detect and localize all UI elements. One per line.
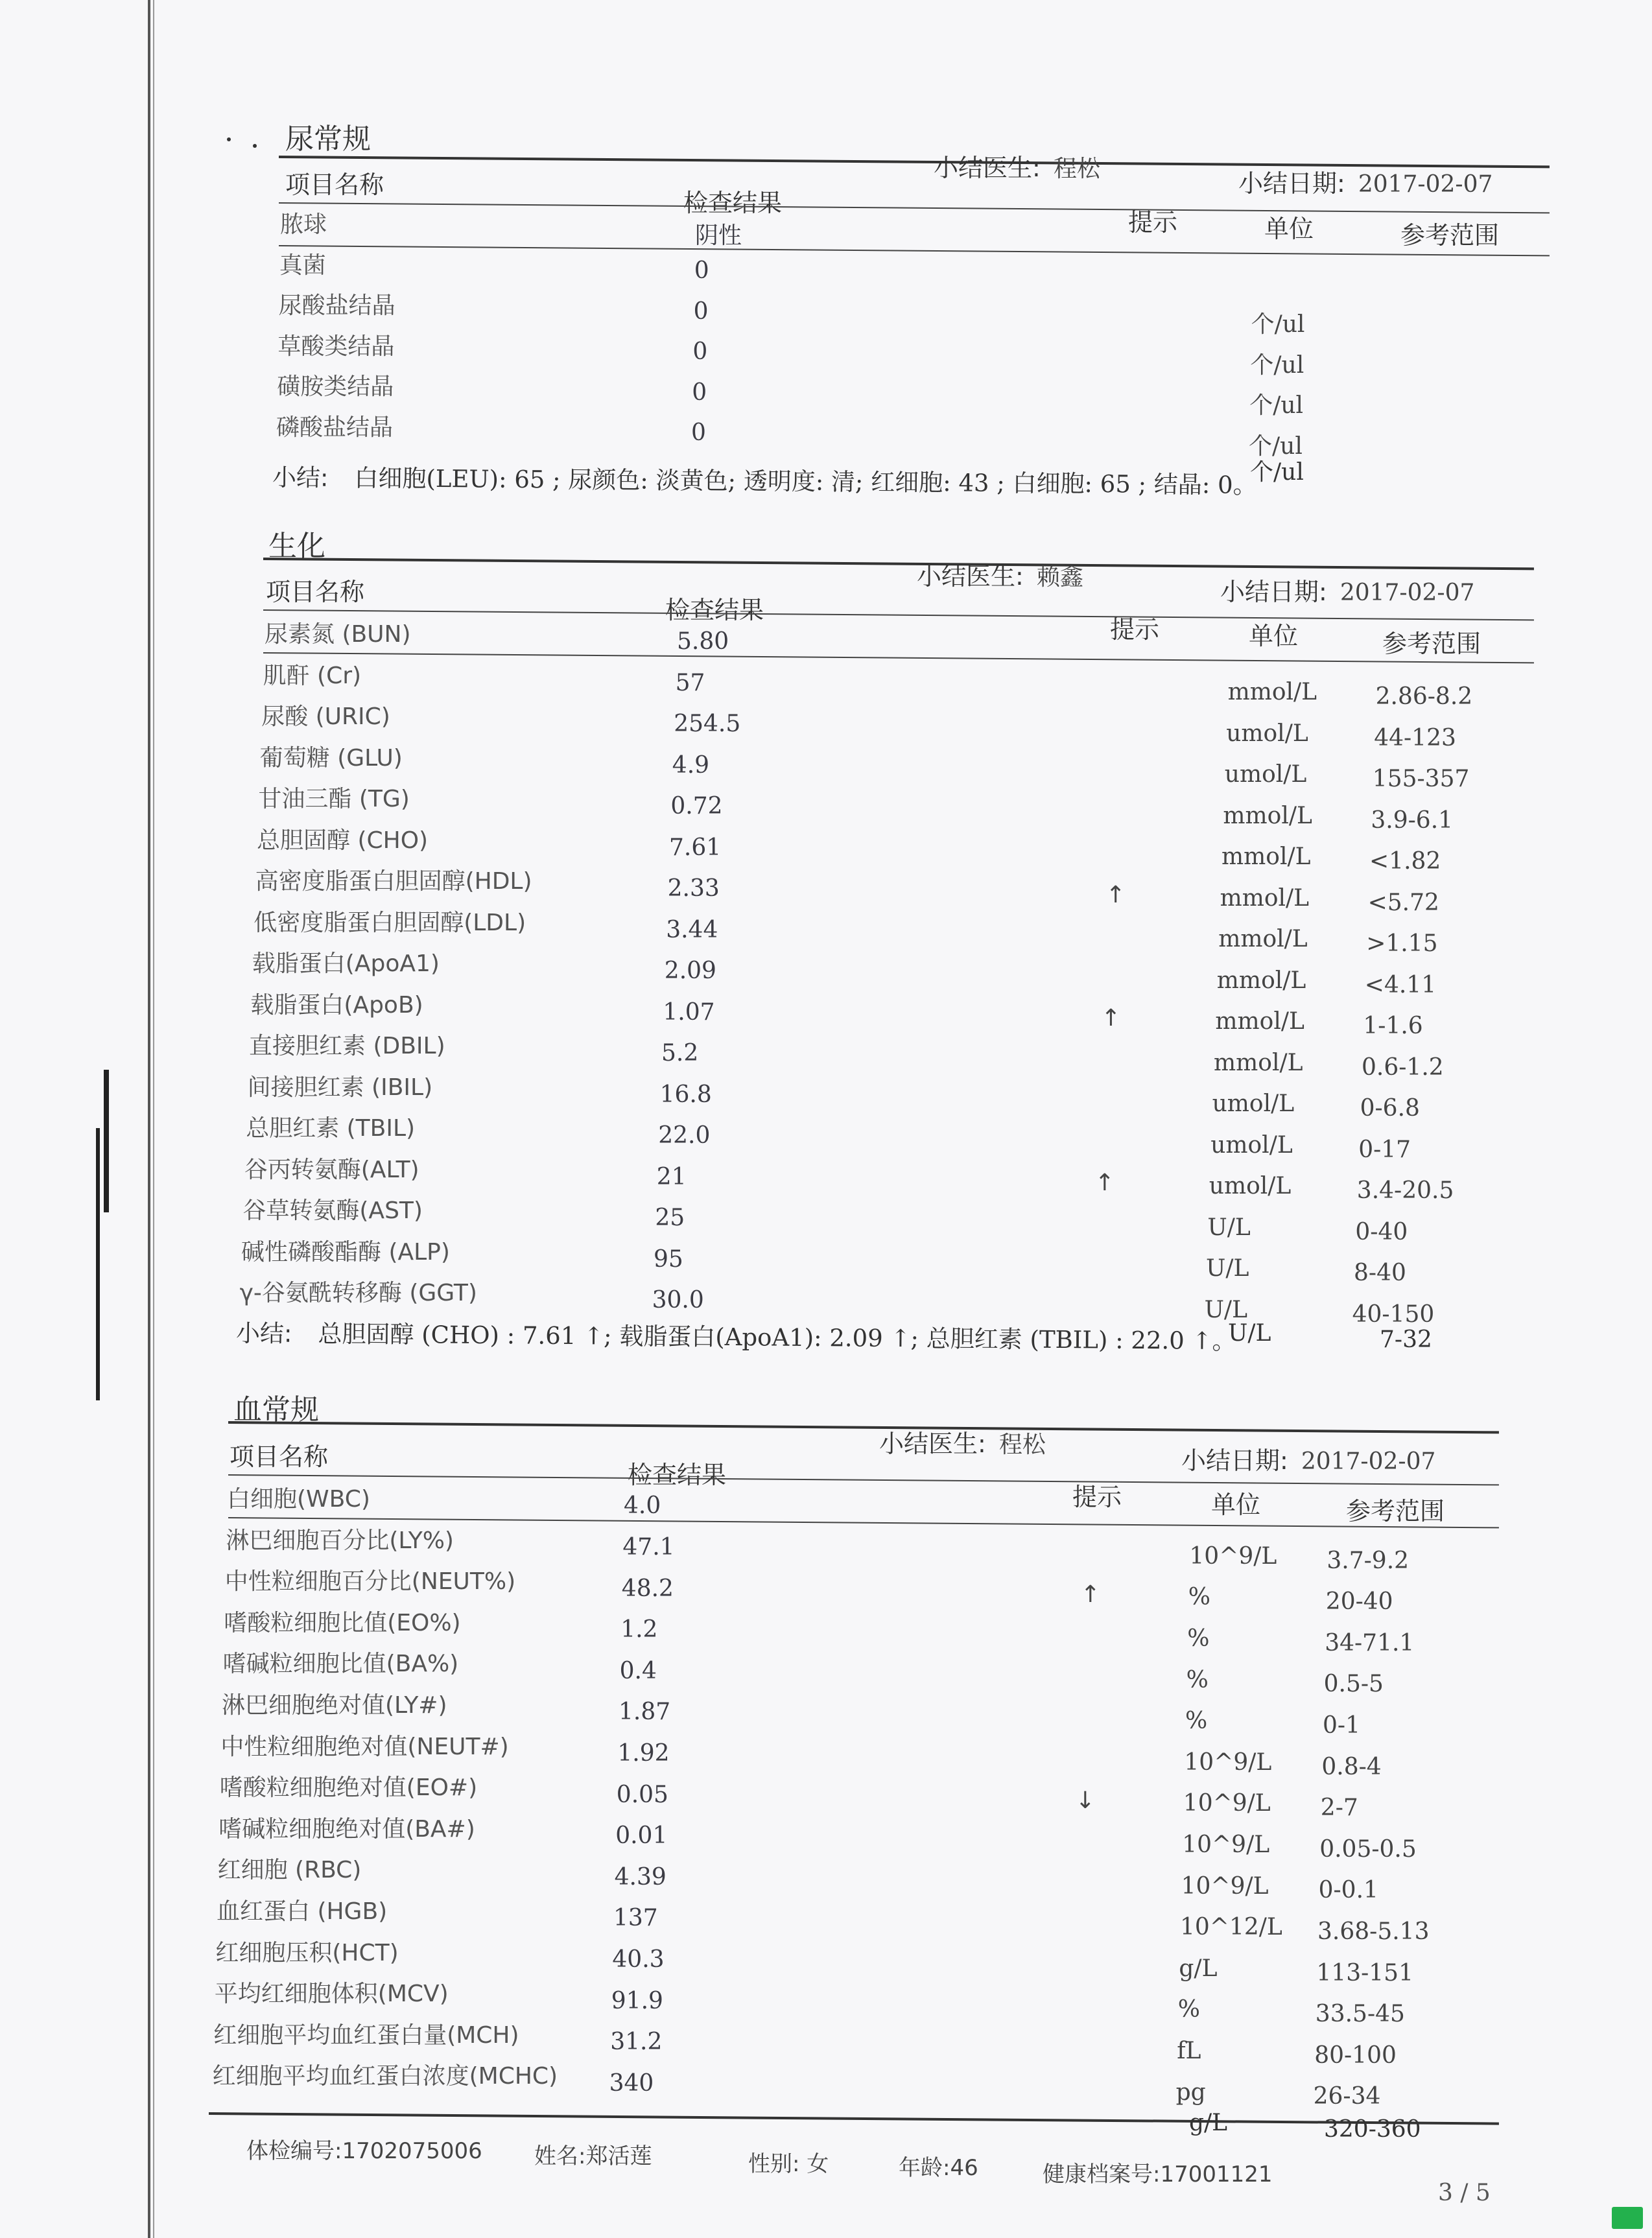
cell-ref: 0.6-1.2 xyxy=(1362,1054,1444,1081)
cell-ref: 0-40 xyxy=(1355,1218,1408,1245)
cell-unit: % xyxy=(1187,1625,1210,1652)
cell-name: 白细胞(WBC) xyxy=(227,1486,370,1513)
cell-name: 肌酐 (Cr) xyxy=(263,662,362,689)
cell-result: 0 xyxy=(692,338,708,366)
cell-ref: 0-17 xyxy=(1358,1136,1411,1163)
cell-ref: 0-1 xyxy=(1323,1712,1360,1739)
col-header-ref: 参考范围 xyxy=(1400,221,1500,250)
page-number: 3 / 5 xyxy=(1438,2180,1491,2206)
cell-result: 1.07 xyxy=(663,998,715,1026)
cell-name: 红细胞 (RBC) xyxy=(217,1857,362,1884)
cell-result: 阴性 xyxy=(695,222,742,249)
cell-unit: U/L xyxy=(1207,1214,1251,1241)
footer-rule xyxy=(209,2112,1499,2125)
cell-ref: 3.68-5.13 xyxy=(1317,1918,1430,1946)
cell-result: 25 xyxy=(655,1205,685,1232)
cell-unit: mmol/L xyxy=(1214,1049,1303,1076)
cell-name: 甘油三酯 (TG) xyxy=(258,786,410,812)
cell-name: 真菌 xyxy=(279,252,326,279)
col-header-unit: 单位 xyxy=(1249,622,1299,650)
cell-ref: 2-7 xyxy=(1320,1795,1358,1822)
cell-ref: <4.11 xyxy=(1364,971,1437,998)
cell-unit: % xyxy=(1188,1584,1211,1611)
cell-unit: 10^9/L xyxy=(1181,1872,1269,1900)
cell-name: 磷酸盐结晶 xyxy=(276,414,394,441)
cell-unit: 个/ul xyxy=(1249,432,1303,460)
cell-ref: 3.7-9.2 xyxy=(1327,1547,1410,1574)
cell-ref: 0.05-0.5 xyxy=(1319,1835,1417,1863)
col-header-name: 项目名称 xyxy=(285,171,384,199)
cell-unit: mmol/L xyxy=(1221,843,1311,871)
cell-result: 47.1 xyxy=(622,1533,675,1561)
cell-unit: U/L xyxy=(1204,1296,1247,1323)
cell-unit: mmol/L xyxy=(1220,884,1310,912)
cell-ref: 2.86-8.2 xyxy=(1375,683,1473,711)
cell-name: 尿酸盐结晶 xyxy=(278,292,395,319)
cell-result: 30.0 xyxy=(652,1287,704,1314)
exam-number: 体检编号:1702075006 xyxy=(246,2138,482,2164)
cell-name: 中性粒细胞百分比(NEUT%) xyxy=(224,1568,516,1596)
cell-name: 中性粒细胞绝对值(NEUT#) xyxy=(220,1733,509,1760)
extra-unit: 个/ul xyxy=(1250,459,1304,486)
summary-text: 总胆固醇 (CHO) : 7.61 ↑; 载脂蛋白(ApoA1): 2.09 ↑; 总胆红素 (TBIL) : 22.0 ↑。 xyxy=(318,1319,1236,1356)
cell-name: 尿酸 (URIC) xyxy=(261,703,390,730)
cell-ref: 44-123 xyxy=(1374,724,1456,751)
cell-ref: 0-6.8 xyxy=(1360,1095,1420,1122)
cell-unit: mmol/L xyxy=(1223,802,1312,829)
cell-name: 红细胞平均血红蛋白量(MCH) xyxy=(213,2021,519,2049)
cell-name: 谷草转氨酶(AST) xyxy=(242,1197,423,1224)
cell-ref: 1-1.6 xyxy=(1363,1013,1423,1040)
cell-unit: umol/L xyxy=(1224,761,1307,788)
cell-result: 0 xyxy=(692,379,707,406)
cell-ref: 20-40 xyxy=(1325,1588,1393,1616)
doctor-label: 小结医生: xyxy=(934,154,1041,182)
cell-unit: umol/L xyxy=(1226,720,1308,747)
cell-result: 4.0 xyxy=(624,1492,661,1520)
cell-result: 0 xyxy=(693,298,709,325)
cell-unit: % xyxy=(1186,1666,1209,1693)
col-header-result: 检查结果 xyxy=(683,189,783,217)
cell-unit: pg xyxy=(1175,2079,1206,2106)
date-label: 小结日期: xyxy=(1181,1446,1288,1475)
summary-text: 白细胞(LEU): 65 ; 尿颜色: 淡黄色; 透明度: 清; 红细胞: 43 ; 白细胞: 65 ; 结晶: 0。 xyxy=(354,464,1257,499)
cell-unit: U/L xyxy=(1206,1255,1249,1282)
cell-result: 0.4 xyxy=(619,1657,657,1684)
date-value: 2017-02-07 xyxy=(1339,580,1475,606)
date-label: 小结日期: xyxy=(1220,578,1327,606)
cell-result: 3.44 xyxy=(666,916,718,943)
cell-unit: 10^9/L xyxy=(1184,1749,1272,1776)
cell-name: 载脂蛋白(ApoA1) xyxy=(252,950,440,977)
cell-result: 7.61 xyxy=(669,834,722,861)
date-value: 2017-02-07 xyxy=(1301,1448,1436,1475)
doctor-info xyxy=(879,1424,1046,1459)
cell-unit: mmol/L xyxy=(1218,926,1308,953)
cell-name: 嗜碱粒细胞绝对值(BA#) xyxy=(218,1815,475,1843)
cell-flag: ↑ xyxy=(1105,881,1126,908)
cell-result: 22.0 xyxy=(658,1122,711,1149)
cell-name: 总胆固醇 (CHO) xyxy=(257,827,429,854)
cell-unit: fL xyxy=(1177,2037,1201,2064)
cell-unit: mmol/L xyxy=(1215,1008,1304,1035)
patient-name: 姓名:郑活莲 xyxy=(534,2143,652,2169)
cell-ref: <1.82 xyxy=(1369,848,1441,875)
extra-ref: 7-32 xyxy=(1380,1326,1432,1353)
date-label: 小结日期: xyxy=(1238,169,1345,198)
cell-name: 淋巴细胞绝对值(LY#) xyxy=(222,1692,447,1719)
cell-result: 254.5 xyxy=(674,711,741,738)
cell-ref: 113-151 xyxy=(1316,1959,1413,1986)
cell-name: 淋巴细胞百分比(LY%) xyxy=(226,1527,454,1554)
cell-name: 嗜酸粒细胞比值(EO%) xyxy=(224,1609,461,1636)
cell-name: 红细胞平均血红蛋白浓度(MCHC) xyxy=(212,2063,558,2090)
col-header-ref: 参考范围 xyxy=(1382,630,1481,658)
cell-name: 草酸类结晶 xyxy=(277,333,395,360)
cell-name: 嗜酸粒细胞绝对值(EO#) xyxy=(219,1774,478,1802)
cell-name: 低密度脂蛋白胆固醇(LDL) xyxy=(254,909,526,936)
cell-result: 0.72 xyxy=(670,793,723,820)
cell-name: 平均红细胞体积(MCV) xyxy=(214,1981,449,2008)
cell-name: 碱性磷酸酯酶 (ALP) xyxy=(241,1238,450,1266)
cell-unit: 个/ul xyxy=(1249,392,1304,419)
cell-unit: % xyxy=(1177,1996,1201,2023)
cell-ref: 155-357 xyxy=(1372,766,1470,793)
cell-result: 91.9 xyxy=(611,1987,663,2014)
cell-name: 高密度脂蛋白胆固醇(HDL) xyxy=(255,868,532,895)
cell-ref: 0.5-5 xyxy=(1323,1671,1384,1698)
cell-name: 载脂蛋白(ApoB) xyxy=(250,991,423,1019)
cell-result: 5.2 xyxy=(661,1040,699,1067)
cell-unit: mmol/L xyxy=(1227,679,1317,706)
col-header-flag: 提示 xyxy=(1072,1483,1122,1511)
cell-ref: 0.8-4 xyxy=(1321,1753,1382,1780)
section-title: 生化 xyxy=(268,530,325,563)
doctor-name: 程松 xyxy=(1053,156,1100,182)
section-title: 血常规 xyxy=(233,1393,319,1426)
cell-result: 2.09 xyxy=(664,958,716,985)
cell-unit: umol/L xyxy=(1212,1090,1295,1118)
cell-unit: mmol/L xyxy=(1216,967,1306,994)
col-header-flag: 提示 xyxy=(1128,208,1178,237)
col-header-result: 检查结果 xyxy=(665,596,764,624)
record-number: 健康档案号:17001121 xyxy=(1043,2161,1273,2187)
cell-result: 16.8 xyxy=(659,1081,712,1108)
col-header-result: 检查结果 xyxy=(628,1461,727,1489)
cell-ref: <5.72 xyxy=(1367,889,1439,916)
cell-unit: 个/ul xyxy=(1251,311,1305,338)
date-value: 2017-02-07 xyxy=(1358,171,1493,198)
cell-flag: ↑ xyxy=(1080,1581,1100,1608)
cell-result: 95 xyxy=(654,1245,683,1273)
cell-unit: % xyxy=(1185,1708,1208,1735)
cell-ref: >1.15 xyxy=(1366,930,1438,958)
patient-age: 年龄:46 xyxy=(899,2155,978,2181)
patient-sex: 性别: 女 xyxy=(748,2151,829,2177)
cell-unit: 个/ul xyxy=(1250,351,1304,379)
cell-flag: ↑ xyxy=(1101,1005,1121,1032)
cell-name: 嗜碱粒细胞比值(BA%) xyxy=(222,1651,459,1678)
cell-result: 0.01 xyxy=(615,1822,668,1850)
cell-result: 57 xyxy=(675,669,705,696)
cell-result: 4.9 xyxy=(672,751,710,779)
doctor-name: 程松 xyxy=(998,1431,1046,1458)
cell-result: 1.87 xyxy=(619,1699,671,1726)
green-tag-icon xyxy=(1612,2207,1643,2229)
section-title: 尿常规 xyxy=(285,123,371,156)
cell-ref: 26-34 xyxy=(1313,2083,1381,2110)
summary-label: 小结: xyxy=(235,1319,292,1348)
cell-result: 31.2 xyxy=(610,2029,663,2056)
cell-flag: ↑ xyxy=(1094,1170,1115,1197)
cell-unit: umol/L xyxy=(1209,1173,1292,1200)
col-header-name: 项目名称 xyxy=(266,578,365,606)
cell-name: 脓球 xyxy=(280,211,327,238)
cell-result: 48.2 xyxy=(621,1575,674,1602)
cell-name: 磺胺类结晶 xyxy=(277,373,394,400)
cell-ref: 8-40 xyxy=(1354,1260,1406,1287)
cell-name: 间接胆红素 (IBIL) xyxy=(247,1074,433,1101)
doctor-label: 小结医生: xyxy=(879,1430,986,1458)
cell-name: 直接胆红素 (DBIL) xyxy=(249,1033,445,1059)
cell-result: 1.92 xyxy=(617,1739,670,1767)
cell-result: 5.80 xyxy=(677,628,729,655)
cell-unit: 10^9/L xyxy=(1182,1831,1270,1858)
cell-name: 总胆红素 (TBIL) xyxy=(246,1115,416,1142)
cell-result: 0 xyxy=(691,419,706,447)
cell-result: 137 xyxy=(613,1905,658,1932)
col-header-ref: 参考范围 xyxy=(1346,1497,1445,1525)
cell-result: 1.2 xyxy=(620,1616,658,1643)
cell-ref: 3.9-6.1 xyxy=(1371,807,1454,834)
date-info xyxy=(1181,1441,1435,1476)
cell-name: 红细胞压积(HCT) xyxy=(215,1939,399,1966)
col-header-name: 项目名称 xyxy=(230,1443,329,1471)
col-header-unit: 单位 xyxy=(1264,215,1314,243)
cell-unit: 10^9/L xyxy=(1183,1790,1271,1817)
section-rule xyxy=(228,1421,1499,1433)
doctor-name: 赖鑫 xyxy=(1036,564,1083,591)
cell-ref: 40-150 xyxy=(1352,1301,1435,1328)
cell-unit: umol/L xyxy=(1210,1131,1293,1159)
cell-result: 0 xyxy=(694,257,709,285)
cell-result: 40.3 xyxy=(612,1946,665,1973)
cell-name: 血红蛋白 (HGB) xyxy=(217,1898,388,1925)
cell-name: 葡萄糖 (GLU) xyxy=(259,744,403,772)
cell-name: 谷丙转氨酶(ALT) xyxy=(244,1156,419,1183)
extra-ref: 320-360 xyxy=(1324,2116,1421,2143)
cell-unit: 10^9/L xyxy=(1189,1542,1277,1570)
cell-name: γ-谷氨酰转移酶 (GGT) xyxy=(239,1280,477,1306)
cell-ref: 33.5-45 xyxy=(1315,2001,1405,2028)
cell-ref: 3.4-20.5 xyxy=(1356,1177,1454,1205)
extra-unit: U/L xyxy=(1228,1320,1271,1347)
cell-result: 0.05 xyxy=(616,1781,668,1808)
cell-flag: ↓ xyxy=(1075,1787,1095,1814)
cell-ref: 0-0.1 xyxy=(1318,1877,1378,1904)
col-header-flag: 提示 xyxy=(1110,615,1160,644)
cell-result: 4.39 xyxy=(614,1863,667,1891)
cell-ref: 80-100 xyxy=(1314,2042,1397,2069)
col-header-unit: 单位 xyxy=(1211,1490,1261,1519)
extra-unit: g/L xyxy=(1189,2110,1228,2136)
cell-ref: 34-71.1 xyxy=(1325,1629,1415,1656)
cell-unit: g/L xyxy=(1179,1955,1218,1982)
doctor-label: 小结医生: xyxy=(917,562,1024,591)
cell-name: 尿素氮 (BUN) xyxy=(265,621,411,648)
cell-unit: 10^12/L xyxy=(1180,1914,1282,1941)
summary-label: 小结: xyxy=(272,464,329,492)
cell-result: 21 xyxy=(656,1163,687,1190)
cell-result: 2.33 xyxy=(667,875,720,902)
cell-result: 340 xyxy=(609,2069,654,2097)
